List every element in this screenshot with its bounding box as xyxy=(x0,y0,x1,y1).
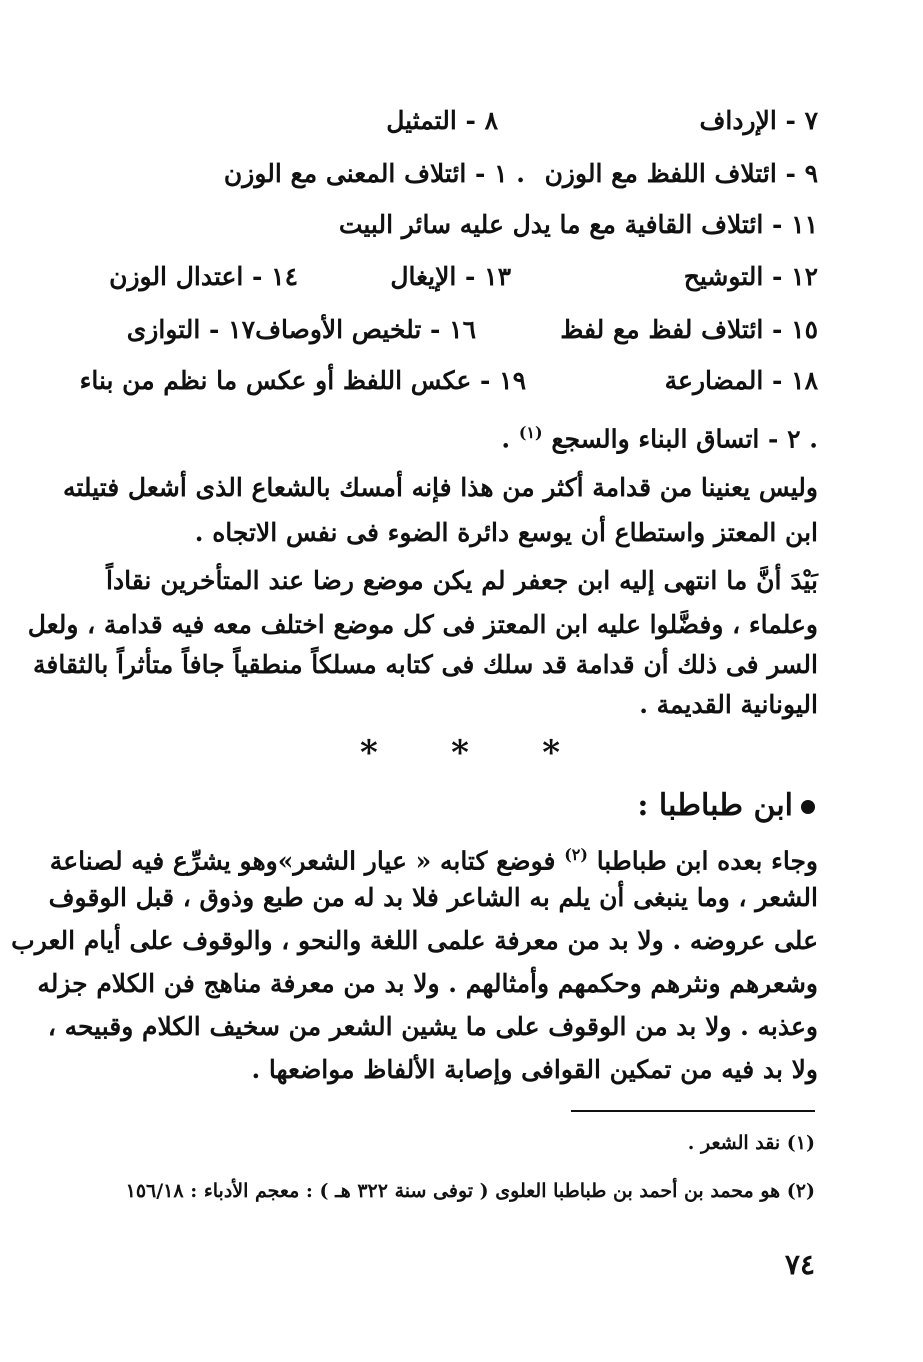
para2-line-4: اليونانية القديمة . xyxy=(639,690,818,719)
bullet-icon xyxy=(801,800,815,814)
footnote-2: (٢) هو محمد بن أحمد بن طباطبا العلوى ( توفى سنة ٣٢٢ هـ ) : معجم الأدباء : ١٥٦/١٨ xyxy=(125,1180,815,1202)
para3-line-6: ولا بد فيه من تمكين القوافى وإصابة الألفاظ مواضعها . xyxy=(251,1055,818,1084)
para3-line-1-end: فوضع كتابه « عيار الشعر»وهو يشرِّع فيه لصناعة xyxy=(49,846,556,876)
list-item-18: ١٨ - المضارعة xyxy=(664,366,818,395)
list-item-8: ٨ - التمثيل xyxy=(386,106,498,135)
list-item-11: ١١ - ائتلاف القافية مع ما يدل عليه سائر البيت xyxy=(338,210,818,239)
list-item-16: ١٦ - تلخيص الأوصاف xyxy=(255,315,476,344)
list-item-20-text: . ٢ - اتساق البناء والسجع xyxy=(551,424,818,454)
para3-line-1-start: وجاء بعده ابن طباطبا xyxy=(596,846,818,876)
star-icon: * xyxy=(360,733,378,773)
list-item-20 xyxy=(501,418,818,454)
list-item-14: ١٤ - اعتدال الوزن xyxy=(109,262,298,291)
list-item-15: ١٥ - ائتلاف لفظ مع لفظ xyxy=(560,315,818,344)
list-item-13: ١٣ - الإيغال xyxy=(390,262,511,291)
page-number: ٧٤ xyxy=(784,1248,815,1281)
list-item-19: ١٩ - عكس اللفظ أو عكس ما نظم من بناء xyxy=(79,366,526,395)
footnote-ref-1: (١) xyxy=(518,423,543,442)
star-icon: * xyxy=(542,733,560,773)
list-item-17: ١٧ - التوازى xyxy=(126,315,255,344)
para1-line-1: وليس يعنينا من قدامة أكثر من هذا فإنه أمسك بالشعاع الذى أشعل فتيلته xyxy=(62,473,818,502)
list-item-7: ٧ - الإرداف xyxy=(699,106,818,135)
para3-line-2: الشعر ، وما ينبغى أن يلم به الشاعر فلا بد له من طبع وذوق ، قبل الوقوف xyxy=(48,883,818,912)
para3-line-1 xyxy=(49,840,818,876)
section-separator xyxy=(360,733,560,773)
list-item-9: ٩ - ائتلاف اللفظ مع الوزن xyxy=(544,159,818,188)
para3-line-3: على عروضه . ولا بد من معرفة علمى اللغة والنحو ، والوقوف على أيام العرب xyxy=(11,926,818,955)
star-icon: * xyxy=(451,733,469,773)
para3-line-5: وعذبه . ولا بد من الوقوف على ما يشين الشعر من سخيف الكلام وقبيحه ، xyxy=(47,1012,818,1041)
footnote-ref-2: (٢) xyxy=(564,845,588,864)
section-heading xyxy=(637,788,815,823)
para2-line-3: السر فى ذلك أن قدامة قد سلك فى كتابه مسلكاً منطقياً جافاً متأثراً بالثقافة xyxy=(33,650,818,679)
footnote-1: (١) نقد الشعر . xyxy=(687,1132,815,1154)
list-item-20-end: . xyxy=(501,424,511,454)
para1-line-2: ابن المعتز واستطاع أن يوسع دائرة الضوء فى نفس الاتجاه . xyxy=(194,518,818,547)
section-heading-text: ابن طباطبا : xyxy=(637,788,793,823)
footnote-divider xyxy=(571,1110,815,1112)
para3-line-4: وشعرهم ونثرهم وحكمهم وأمثالهم . ولا بد من معرفة مناهج فن الكلام جزله xyxy=(37,969,818,998)
list-item-10: . ١ - ائتلاف المعنى مع الوزن xyxy=(223,159,525,188)
para2-line-1: بَيْدَ أنَّ ما انتهى إليه ابن جعفر لم يكن موضع رضا عند المتأخرين نقاداً xyxy=(106,566,818,595)
list-item-12: ١٢ - التوشيح xyxy=(683,262,818,291)
para2-line-2: وعلماء ، وفضَّلوا عليه ابن المعتز فى كل موضع اختلف معه فيه قدامة ، ولعل xyxy=(27,610,818,639)
